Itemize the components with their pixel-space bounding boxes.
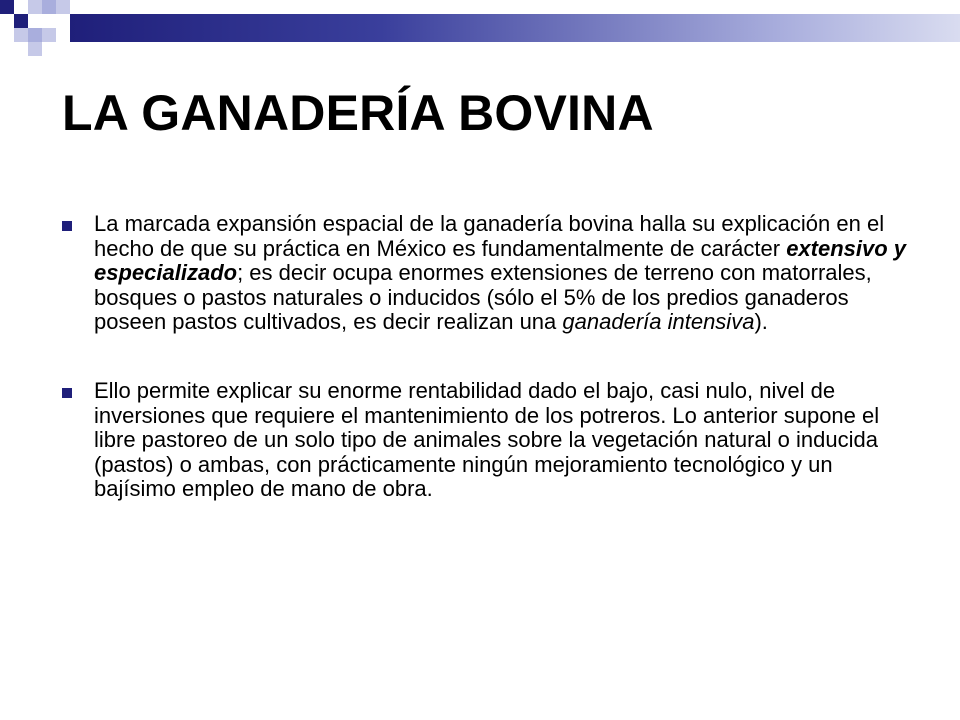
bullet-item [62, 379, 912, 502]
header-decoration-square [42, 0, 56, 14]
header-decoration-square [56, 0, 70, 14]
header-decoration-square [28, 0, 42, 14]
bullet-text-emphasis: extensivo y especializado [94, 235, 907, 286]
header-decoration-square [14, 14, 28, 28]
bullet-item [62, 212, 912, 335]
square-bullet-icon [62, 388, 72, 398]
bullet-text-segment: ). [754, 309, 768, 335]
bullet-text-segment: La marcada expansión espacial de la ganadería bovina halla su explicación en el hecho de que su práctica en México es fundamentalmente de carácter [94, 211, 885, 261]
header-decoration-square [0, 0, 14, 14]
header-decoration-square [28, 42, 42, 56]
header-decoration-square [42, 28, 56, 42]
bullet-text-segment: Ello permite explicar su enorme rentabilidad dado el bajo, casi nulo, nivel de inversiones que requiere el mantenimiento de los potreros. Lo anterior supone el libre pastoreo de un solo tipo de animales sobre la vegetación natural o inducida (pastos) o ambas, con prácticamente ningún mejoramiento tecnológico y un bajísimo empleo de mano de obra. [94, 377, 880, 502]
square-bullet-icon [62, 221, 72, 231]
bullet-list [62, 212, 912, 546]
bullet-text-emphasis: ganadería intensiva [562, 309, 755, 335]
header-decoration-square [28, 28, 42, 42]
header-decoration-square [14, 28, 28, 42]
bullet-text [94, 378, 879, 501]
header-gradient-bar [70, 14, 960, 42]
bullet-text [94, 211, 906, 334]
slide-title: LA GANADERÍA BOVINA [62, 85, 654, 141]
bullet-text-segment: ; es decir ocupa enormes extensiones de terreno con matorrales, bosques o pastos naturales o inducidos (sólo el 5% de los predios ganaderos poseen pastos cultivados, es decir realizan una [94, 260, 872, 335]
